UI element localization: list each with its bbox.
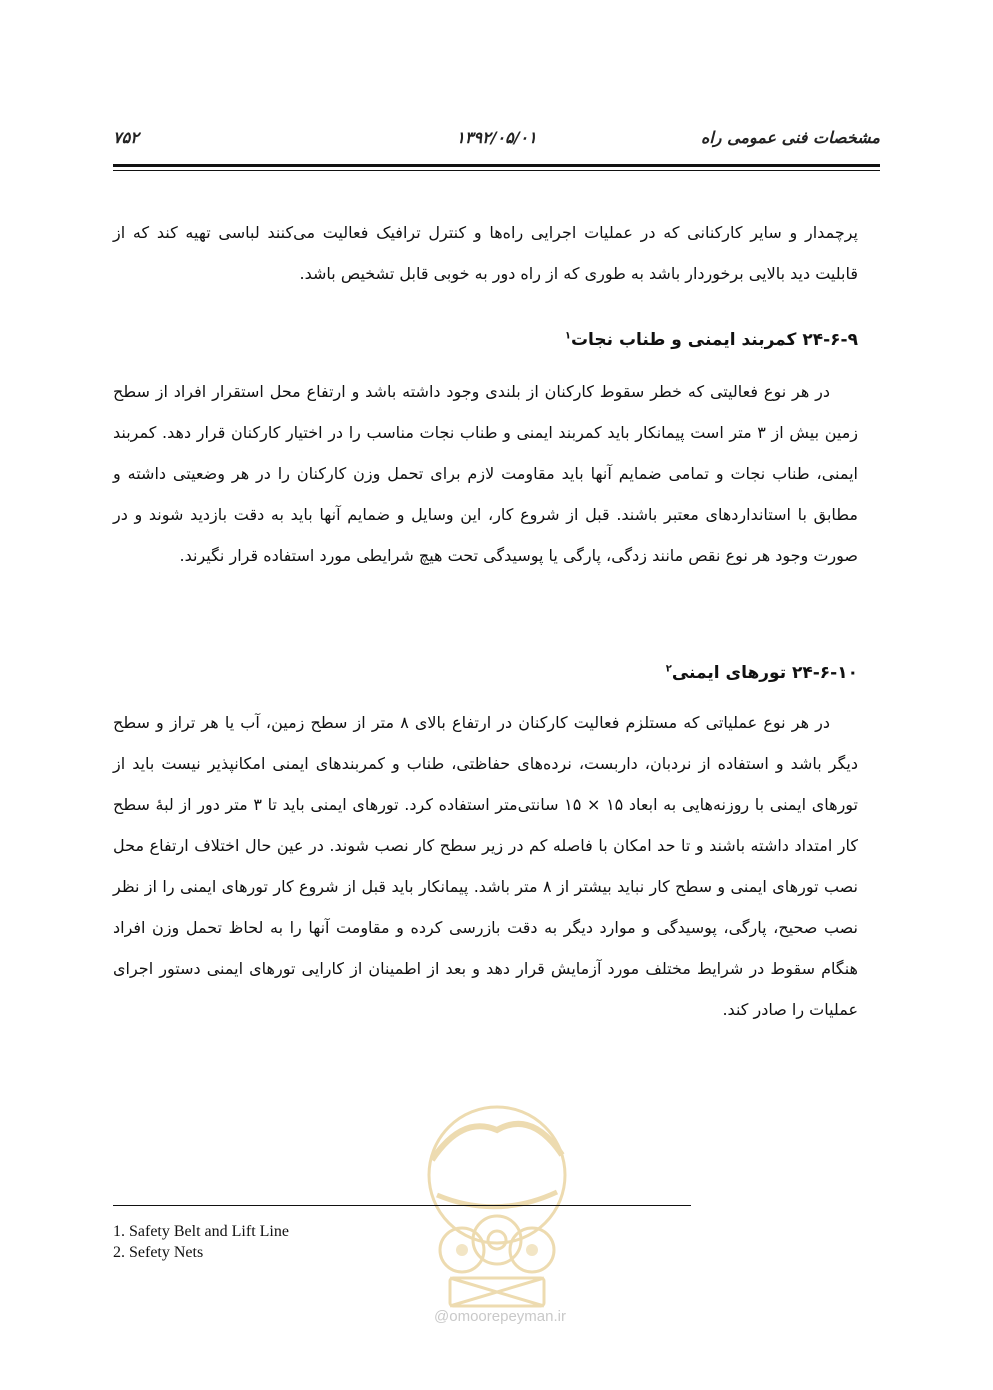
header-title: مشخصات فنی عمومی راه (700, 128, 880, 147)
section-10-body-text: در هر نوع عملیاتی که مستلزم فعالیت کارکنان در ارتفاع بالای ۸ متر از سطح زمین، آب یا هر تراز و سطح دیگر باشد و استفاده از نردبان، داربست، نرده‌های حفاظتی، طناب و کمربندهای ایمنی امکانپذیر نیست باید از تورهای ایمنی با روزنه‌هایی به ابعاد ۱۵ × ۱۵ سانتی‌متر استفاده کرد. تورهای ایمنی باید تا ۳ متر دور از لبهٔ سطح کار امتداد داشته باشند و تا حد امکان با فاصله کم در زیر سطح کار نصب شوند. در عین حال اختلاف ارتفاع محل نصب تورهای ایمنی و سطح کار نباید بیشتر از ۸ متر باشد. پیمانکار باید قبل از شروع کار تورهای ایمنی را از نظر نصب صحیح، پارگی، پوسیدگی و موارد دیگر به دقت بازرسی کرده و مقاومت آنها را به لحاظ تحمل وزن افراد هنگام سقوط در شرایط مختلف مورد آزمایش قرار دهد و بعد از اطمینان از کارایی تورهای ایمنی دستور اجرای عملیات را صادر کند. (113, 713, 859, 1019)
section-9-body (113, 371, 858, 576)
header-date: ۱۳۹۲/۰۵/۰۱ (456, 128, 537, 147)
footnote-separator (113, 1205, 691, 1206)
header-rule-thick (113, 164, 880, 167)
section-9-heading (565, 330, 858, 350)
footnote-1: 1. Safety Belt and Lift Line (113, 1223, 289, 1240)
intro-paragraph (113, 212, 858, 294)
footnotes (113, 1221, 289, 1263)
footnote-ref-2: ۲ (665, 663, 672, 675)
section-9-body-text: در هر نوع فعالیتی که خطر سقوط کارکنان از بلندی وجود داشته باشد و ارتفاع محل استقرار افراد از سطح زمین بیش از ۳ متر است پیمانکار باید کمربند ایمنی و طناب نجات مناسب را در اختیار کارکنان قرار دهد. کمربند ایمنی، طناب نجات و تمامی ضمایم آنها باید مقاومت لازم برای تحمل وزن کارکنان را در هر وضعیتی داشته و مطابق با استانداردهای معتبر باشند. قبل از شروع کار، این وسایل و ضمایم آنها باید به دقت بازدید شوند و در صورت وجود هر نوع نقص مانند زدگی، پارگی یا پوسیدگی تحت هیچ شرایطی مورد استفاده قرار نگیرند. (113, 382, 858, 565)
section-10-heading-text: ۲۴-۶-۱۰ تورهای ایمنی (671, 663, 858, 683)
footnote-ref-1: ۱ (564, 330, 571, 342)
section-10-body (113, 702, 858, 1030)
section-10-heading (666, 663, 858, 683)
intro-paragraph-text: پرچمدار و سایر کارکنانی که در عملیات اجرایی راه‌ها و کنترل ترافیک فعالیت می‌کنند لباسی تهیه کند که از قابلیت دید بالایی برخوردار باشد به طوری که از راه دور به خوبی قابل تشخیص باشد. (113, 223, 858, 283)
page-header (113, 128, 880, 156)
page-number: ۷۵۲ (113, 128, 139, 147)
watermark-site: @omoorepeyman.ir (434, 1308, 566, 1325)
header-rule-thin (113, 170, 880, 171)
footnote-2: 2. Sefety Nets (113, 1244, 204, 1261)
section-9-heading-text: ۲۴-۶-۹ کمربند ایمنی و طناب نجات (570, 330, 858, 350)
